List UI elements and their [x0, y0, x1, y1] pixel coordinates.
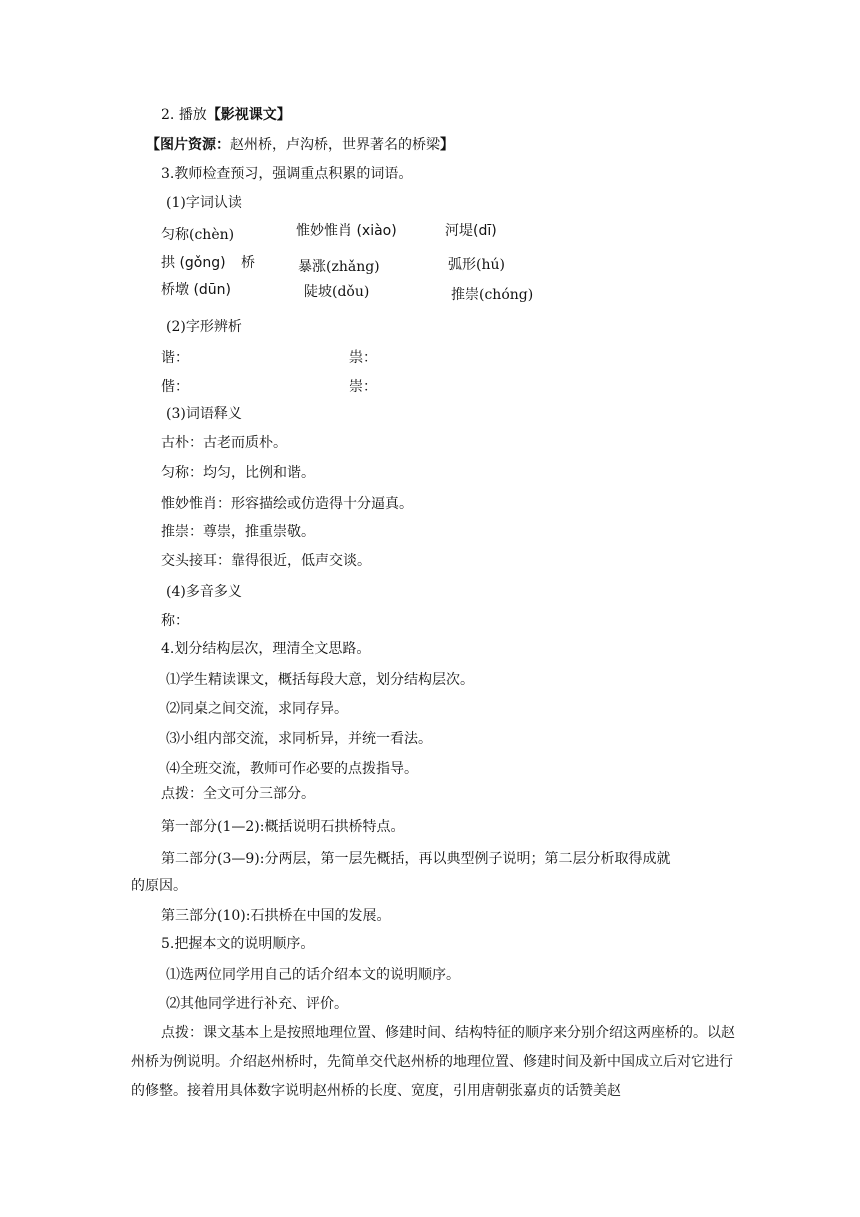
sequence-step-1: ⑴选两位同学用自己的话介绍本文的说明顺序。 [166, 967, 460, 983]
word-huxing: 弧形(hú) [448, 257, 505, 273]
word-yunchen: 匀称(chèn) [161, 227, 235, 243]
item-number: 2. [161, 107, 175, 123]
image-resource-text: 赵州桥，卢沟桥，世界著名的桥梁 [230, 137, 440, 153]
word-gong: 拱 (gǒng) [161, 255, 226, 271]
glyph-chong: 崇： [349, 379, 377, 395]
sub-heading-definitions: (3)词语释义 [166, 406, 242, 422]
definition-weimiao: 惟妙惟肖：形容描绘或仿造得十分逼真。 [161, 496, 413, 512]
glyph-xie: 谐： [161, 350, 189, 366]
glyph-xie2: 偕： [161, 379, 189, 395]
word-tuichong: 推崇(chóng) [451, 287, 534, 303]
video-resource-label: 【影视课文】 [206, 107, 291, 123]
guidance-three-parts: 点拨：全文可分三部分。 [161, 786, 315, 802]
step-4-heading: 4.划分结构层次，理清全文思路。 [161, 641, 371, 657]
definition-yunchen: 匀称：均匀，比例和谐。 [161, 465, 315, 481]
word-qiao: 桥 [241, 255, 255, 271]
definition-gupu: 古朴：古老而质朴。 [161, 435, 287, 451]
image-resource-end: 】 [440, 137, 454, 153]
polyphone-cheng: 称： [161, 613, 189, 629]
definition-jiaotou: 交头接耳：靠得很近，低声交谈。 [161, 553, 371, 569]
word-doupo: 陡坡(dǒu) [304, 284, 370, 300]
step-3-heading: 3.教师检查预习，强调重点积累的词语。 [161, 166, 413, 182]
item-2-line [161, 106, 291, 124]
glyph-sui: 祟： [349, 350, 377, 366]
structure-step-4: ⑷全班交流，教师可作必要的点拨指导。 [166, 761, 418, 777]
part-three: 第三部分(10):石拱桥在中国的发展。 [161, 908, 391, 924]
item-text: 播放 [178, 107, 207, 123]
step-5-heading: 5.把握本文的说明顺序。 [161, 936, 315, 952]
part-two-line-2: 的原因。 [131, 878, 187, 894]
sub-heading-word-reading: (1)字词认读 [166, 195, 242, 211]
structure-step-1: ⑴学生精读课文，概括每段大意，划分结构层次。 [166, 672, 474, 688]
word-hedi: 河堤(dī) [445, 223, 497, 239]
image-resource-line [146, 136, 454, 154]
word-qiaodun: 桥墩 (dūn) [161, 282, 232, 298]
structure-step-3: ⑶小组内部交流，求同析异，并统一看法。 [166, 731, 432, 747]
structure-step-2: ⑵同桌之间交流，求同存异。 [166, 701, 348, 717]
part-one: 第一部分(1—2):概括说明石拱桥特点。 [161, 819, 405, 835]
image-resource-label: 【图片资源： [146, 137, 230, 153]
final-guidance-paragraph: 点拨：课文基本上是按照地理位置、修建时间、结构特征的顺序来分别介绍这两座桥的。以赵州桥为例说明。介绍赵州桥时，先简单交代赵州桥的地理位置、修建时间及新中国成立后对它进行的修整。接着用具体数字说明赵州桥的长度、宽度，引用唐朝张嘉贞的话赞美赵 [131, 1025, 735, 1099]
word-baozhang: 暴涨(zhǎng) [298, 259, 380, 275]
sequence-step-2: ⑵其他同学进行补充、评价。 [166, 996, 348, 1012]
definition-tuichong: 推崇：尊崇，推重崇敬。 [161, 524, 315, 540]
sub-heading-glyph-analysis: (2)字形辨析 [166, 319, 242, 335]
sub-heading-polyphone: (4)多音多义 [166, 584, 242, 600]
word-weimiaoweixiao: 惟妙惟肖 (xiào) [296, 223, 397, 239]
part-two-line-1: 第二部分(3—9):分两层，第一层先概括，再以典型例子说明；第二层分析取得成就 [161, 851, 671, 867]
